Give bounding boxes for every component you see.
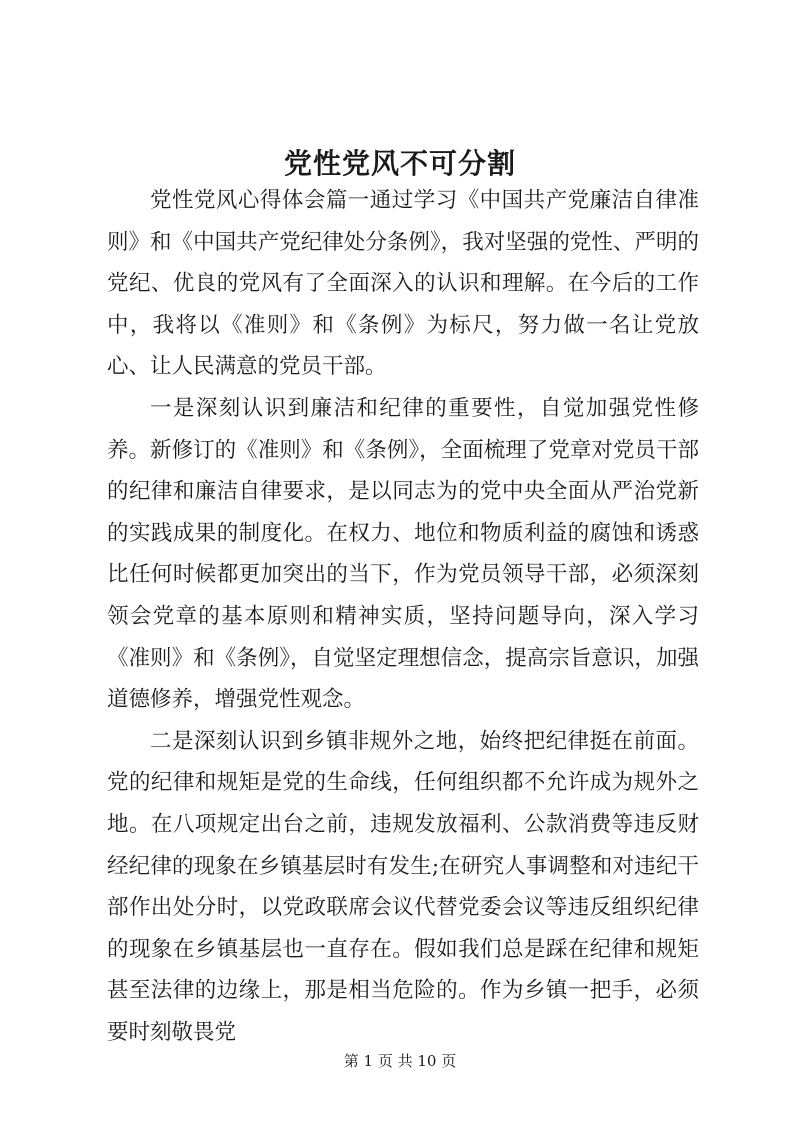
- paragraph-3: 二是深刻认识到乡镇非规外之地，始终把纪律挺在前面。党的纪律和规矩是党的生命线，任何组织都不允许成为规外之地。在八项规定出台之前，违规发放福利、公款消费等违反财经纪律的现象在乡镇基层时有发生;在研究人事调整和对违纪干部作出处分时，以党政联席会议代替党委会议等违反组织纪律的现象在乡镇基层也一直存在。假如我们总是踩在纪律和规矩甚至法律的边缘上，那是相当危险的。作为乡镇一把手，必须要时刻敬畏党: [107, 728, 699, 1045]
- document-title: 党性党风不可分割: [283, 147, 516, 180]
- page-footer: 第 1 页 共 10 页: [343, 1052, 457, 1070]
- paragraph-2: 一是深刻认识到廉洁和纪律的重要性，自觉加强党性修养。新修订的《准则》和《条例》，全面梳理了党章对党员干部的纪律和廉洁自律要求，是以同志为的党中央全面从严治党新的实践成果的制度化。在权力、地位和物质利益的腐蚀和诱惑比任何时候都更加突出的当下，作为党员领导干部，必须深刻领会党章的基本原则和精神实质，坚持问题导向，深入学习《准则》和《条例》，自觉坚定理想信念，提高宗旨意识，加强道德修养，增强党性观念。: [107, 395, 699, 713]
- document-body: [107, 180, 699, 1053]
- paragraph-1: 党性党风心得体会篇一通过学习《中国共产党廉洁自律准则》和《中国共产党纪律处分条例》，我对坚强的党性、严明的党纪、优良的党风有了全面深入的认识和理解。在今后的工作中，我将以《准则》和《条例》为标尺，努力做一名让党放心、让人民满意的党员干部。: [107, 188, 699, 380]
